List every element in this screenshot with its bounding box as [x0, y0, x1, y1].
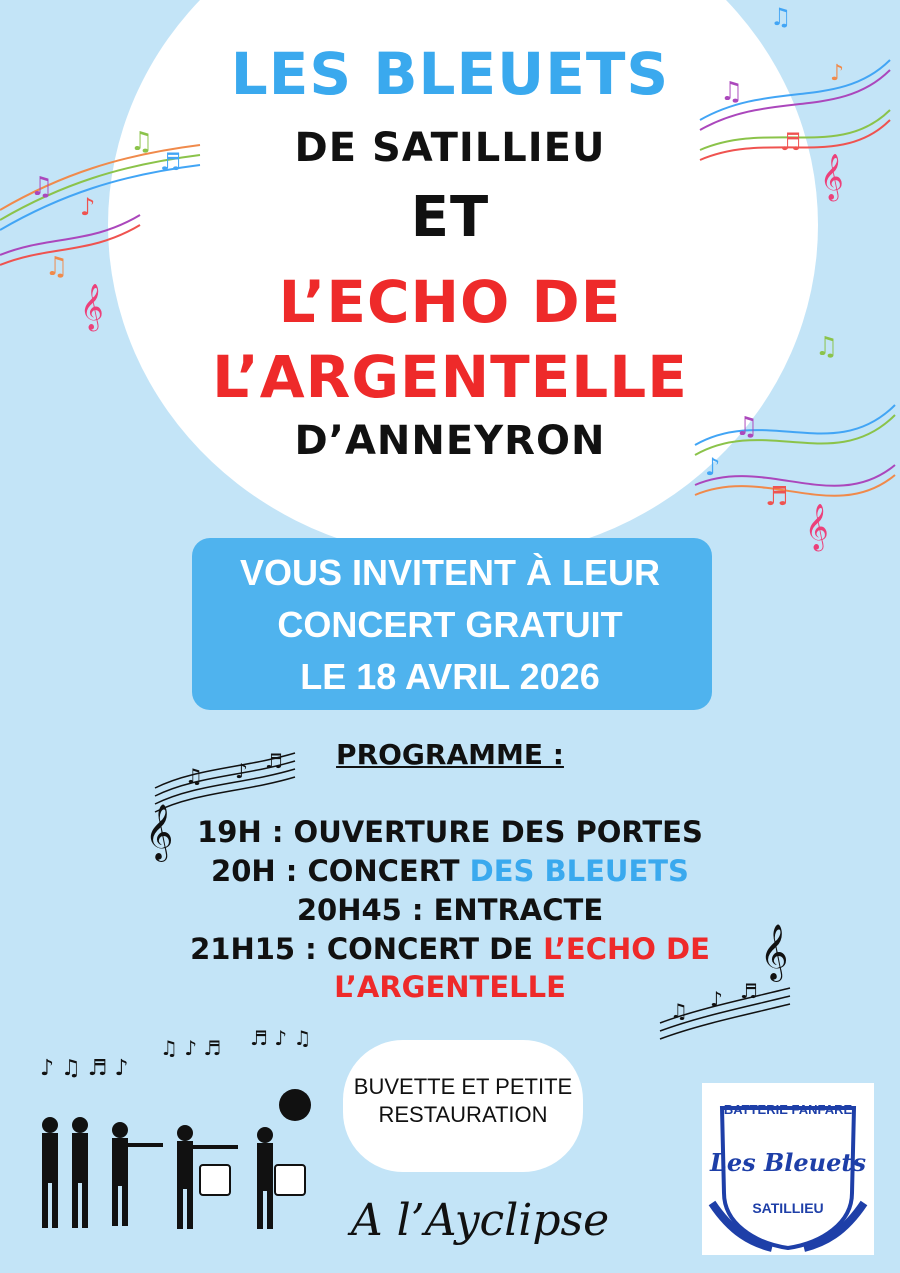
svg-text:♫ ♪ ♬: ♫ ♪ ♬ — [160, 1036, 222, 1060]
svg-text:𝄞: 𝄞 — [80, 284, 104, 330]
schedule-item-prefix: 20H : CONCERT — [211, 854, 470, 888]
svg-text:♫: ♫ — [720, 77, 744, 107]
logo-top-text: BATTERIE FANFARE — [723, 1102, 853, 1117]
svg-text:♫: ♫ — [185, 764, 203, 788]
svg-text:♫: ♫ — [815, 332, 839, 362]
schedule-item — [0, 854, 900, 888]
logo-middle-text: Les Bleuets — [710, 1148, 866, 1177]
title-echo-de: L’ECHO DE — [278, 268, 622, 336]
svg-text:♬: ♬ — [740, 979, 758, 1003]
venue-name: A l’Ayclipse — [350, 1195, 610, 1246]
title-et: ET — [410, 185, 490, 250]
svg-text:♬: ♬ — [265, 749, 283, 773]
svg-text:♪: ♪ — [830, 61, 845, 86]
invite-line-2: CONCERT GRATUIT — [277, 604, 623, 645]
svg-text:♪: ♪ — [710, 987, 723, 1011]
title-danneyron: D’ANNEYRON — [294, 418, 606, 464]
svg-text:♬ ♪ ♫: ♬ ♪ ♫ — [250, 1026, 312, 1050]
svg-text:♫: ♫ — [45, 252, 69, 282]
marching-band-silhouette-icon — [20, 1015, 340, 1245]
svg-text:♬: ♬ — [765, 482, 789, 512]
schedule-item-highlight: DES BLEUETS — [469, 854, 689, 888]
svg-text:𝄞: 𝄞 — [820, 154, 844, 200]
svg-text:♪: ♪ — [705, 453, 721, 481]
svg-text:♬: ♬ — [160, 148, 182, 176]
schedule-item: 19H : OUVERTURE DES PORTES — [197, 815, 703, 849]
svg-text:♫: ♫ — [30, 172, 54, 202]
title-les-bleuets: LES BLEUETS — [230, 40, 670, 108]
svg-text:♬: ♬ — [780, 128, 802, 156]
svg-text:♫: ♫ — [130, 127, 154, 157]
svg-text:𝄞: 𝄞 — [145, 804, 174, 860]
schedule-item: 20H45 : ENTRACTE — [296, 893, 604, 927]
svg-text:♪: ♪ — [235, 759, 248, 783]
schedule-item-continuation: L’ARGENTELLE — [334, 970, 566, 1004]
svg-text:𝄞: 𝄞 — [760, 924, 789, 980]
schedule-item-prefix: 21H15 : CONCERT DE — [190, 932, 544, 966]
buvette-text — [343, 1073, 583, 1129]
invite-line-1: VOUS INVITENT À LEUR — [239, 552, 661, 593]
svg-text:𝄞: 𝄞 — [805, 504, 829, 550]
svg-text:♫: ♫ — [770, 3, 792, 31]
buvette-line-2: RESTAURATION — [378, 1102, 548, 1127]
invite-date: LE 18 AVRIL 2026 — [300, 656, 600, 697]
svg-text:♪: ♪ — [80, 193, 96, 221]
schedule-item-highlight: L’ECHO DE — [543, 932, 710, 966]
buvette-line-1: BUVETTE ET PETITE — [353, 1074, 573, 1099]
svg-text:♫: ♫ — [735, 412, 759, 442]
title-de-satillieu: DE SATILLIEU — [294, 125, 606, 171]
programme-heading: PROGRAMME : — [336, 738, 564, 771]
logo-bottom-text: SATILLIEU — [752, 1200, 824, 1216]
title-argentelle: L’ARGENTELLE — [212, 343, 688, 411]
svg-text:♪ ♫ ♬ ♪: ♪ ♫ ♬ ♪ — [40, 1056, 129, 1081]
svg-text:♫: ♫ — [670, 999, 688, 1023]
music-staff-icon — [650, 918, 800, 1048]
